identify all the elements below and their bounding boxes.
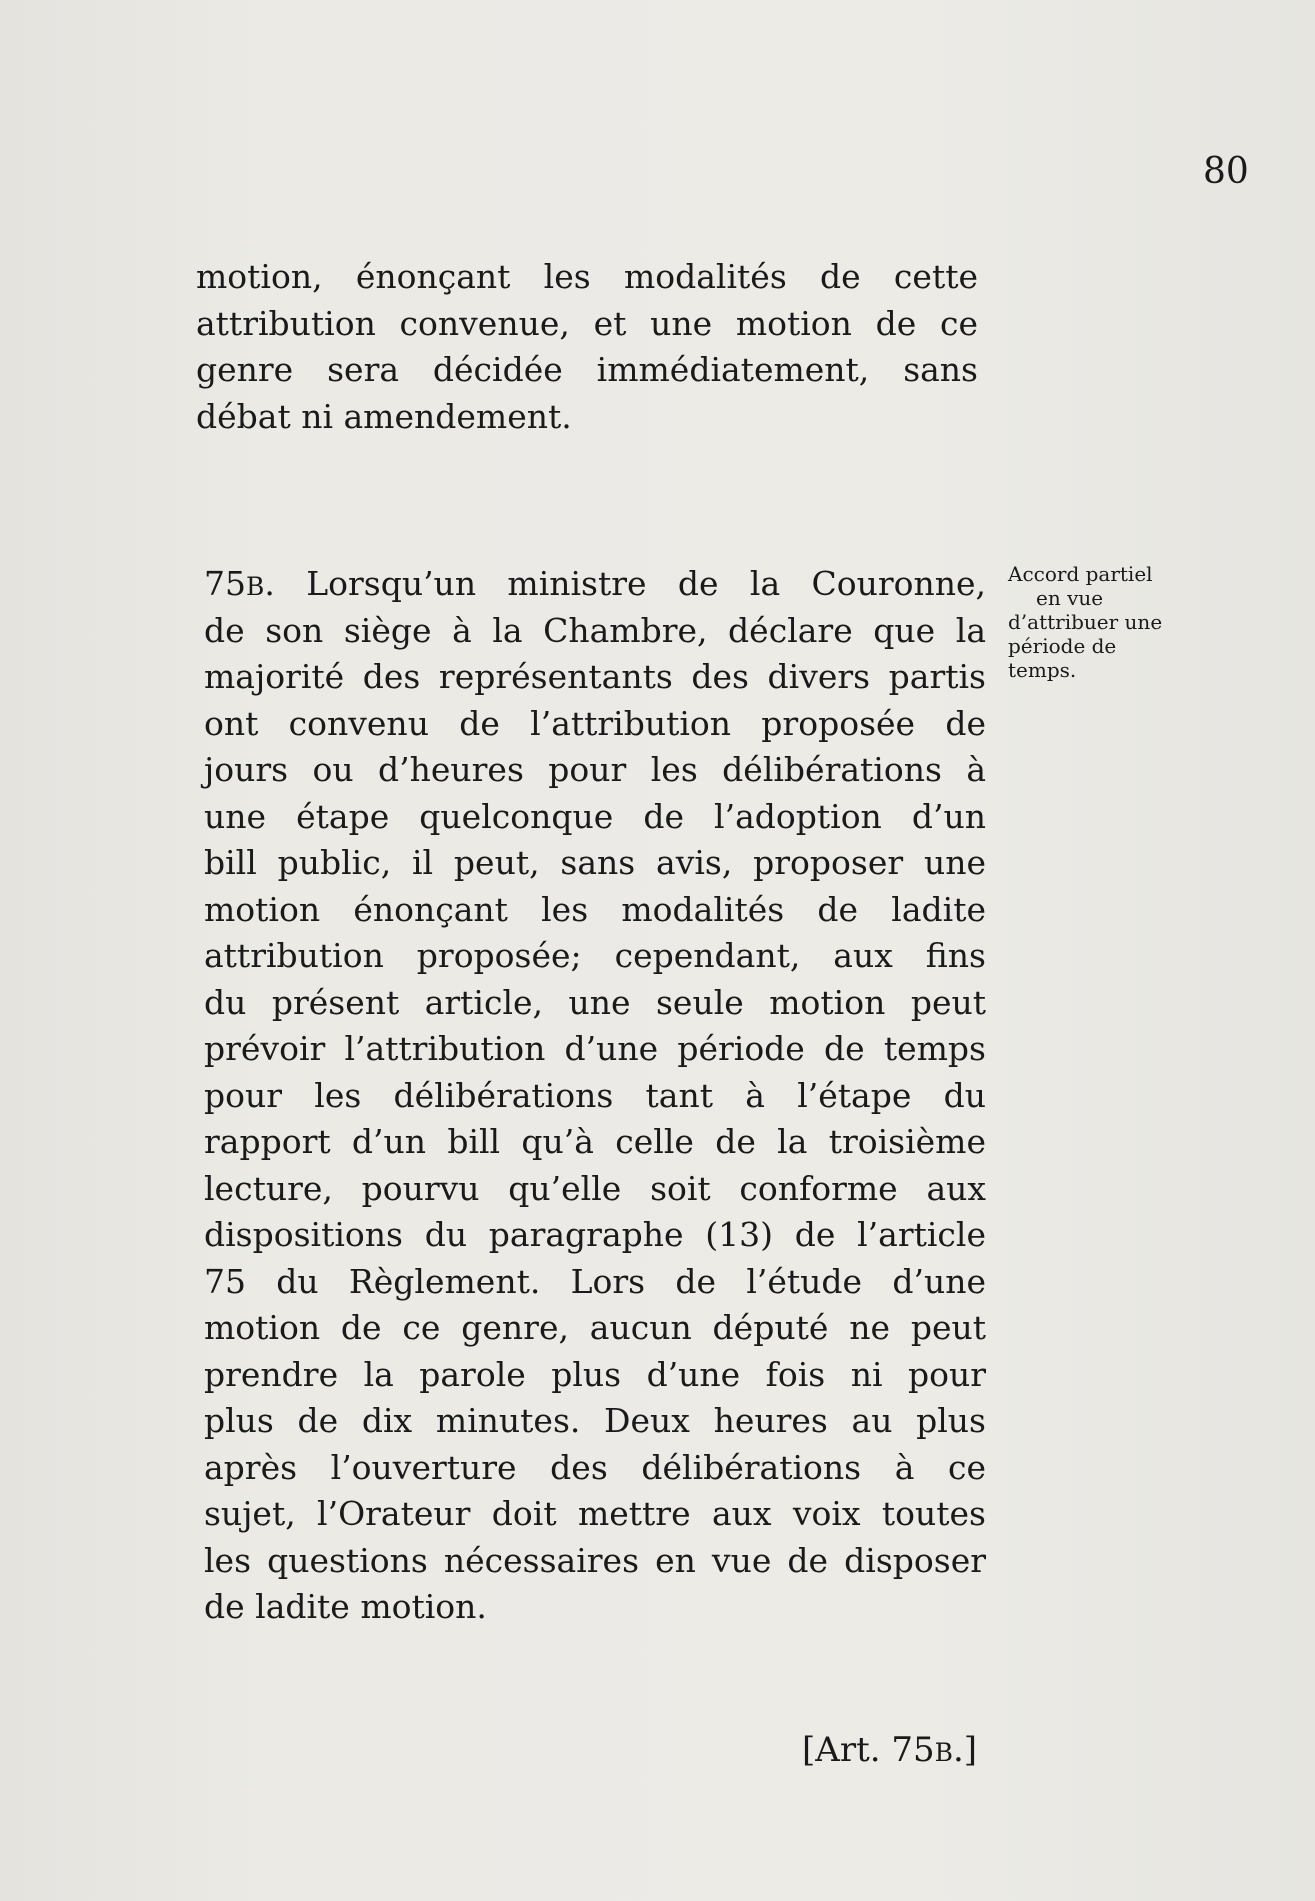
- text-line: attribution convenue, et une motion de ce: [196, 303, 978, 343]
- text-line: prendre la parole plus d’une fois ni pour: [204, 1354, 986, 1394]
- margin-note-line: Accord partiel: [1008, 562, 1153, 586]
- text-line: une étape quelconque de l’adoption d’un: [204, 796, 986, 836]
- text-line: motion de ce genre, aucun député ne peut: [204, 1308, 986, 1347]
- margin-note: [1008, 562, 1208, 682]
- continuation-paragraph: [196, 254, 978, 440]
- margin-note-line: temps.: [1008, 658, 1077, 682]
- text-line: pour les délibérations tant à l’étape du: [204, 1075, 986, 1115]
- text-line: plus de dix minutes. Deux heures au plus: [204, 1401, 986, 1440]
- text-line: de ladite motion.: [204, 1587, 487, 1626]
- text-line: majorité des représentants des divers partis: [204, 657, 986, 696]
- text-line: 75B. Lorsqu’un ministre de la Couronne,: [204, 564, 986, 603]
- text-line: bill public, il peut, sans avis, proposer une: [204, 843, 986, 882]
- text-line: dispositions du paragraphe (13) de l’article: [204, 1215, 986, 1254]
- text-line: jours ou d’heures pour les délibérations à: [204, 750, 986, 789]
- text-line: motion, énonçant les modalités de cette: [196, 257, 978, 296]
- text-line: du présent article, une seule motion peut: [204, 982, 986, 1022]
- margin-note-line: d’attribuer une: [1008, 610, 1163, 634]
- article-reference: [Art. 75B.]: [802, 1730, 978, 1770]
- article-number: 75B: [204, 564, 265, 603]
- text-line: les questions nécessaires en vue de disposer: [204, 1540, 986, 1580]
- article-75b-paragraph: [204, 561, 986, 1631]
- page-number: 80: [1203, 151, 1249, 192]
- text-line: motion énonçant les modalités de ladite: [204, 889, 986, 929]
- text-line: 75 du Règlement. Lors de l’étude d’une: [204, 1261, 986, 1301]
- text-line: ont convenu de l’attribution proposée de: [204, 703, 986, 743]
- text-line: sujet, l’Orateur doit mettre aux voix toutes: [204, 1494, 986, 1533]
- text-line: lecture, pourvu qu’elle soit conforme aux: [204, 1168, 986, 1208]
- text-line: de son siège à la Chambre, déclare que la: [204, 610, 986, 650]
- margin-note-line: période de: [1008, 634, 1117, 658]
- margin-note-line: en vue: [1036, 586, 1104, 610]
- text-line: rapport d’un bill qu’à celle de la troisième: [204, 1122, 986, 1161]
- text-line: débat ni amendement.: [196, 396, 572, 436]
- text-line: prévoir l’attribution d’une période de temps: [204, 1029, 986, 1068]
- text-line: genre sera décidée immédiatement, sans: [196, 350, 978, 389]
- text-line: après l’ouverture des délibérations à ce: [204, 1447, 986, 1487]
- text-line: attribution proposée; cependant, aux fins: [204, 936, 986, 975]
